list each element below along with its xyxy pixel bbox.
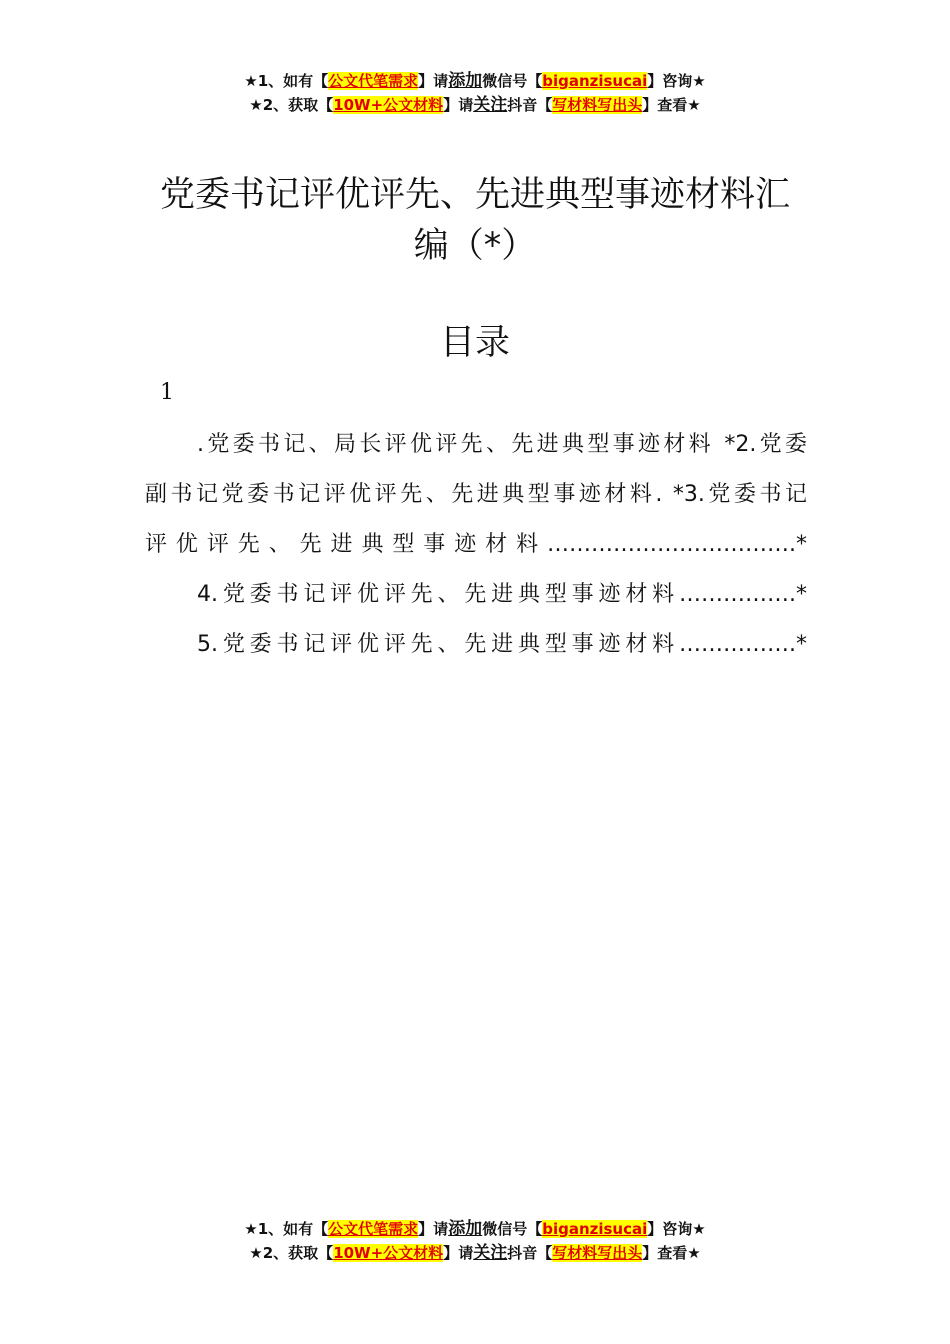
banner-highlight: 10W+公文材料 (333, 96, 444, 114)
banner-douyin-id: 写材料写出头 (552, 1244, 643, 1262)
footer-banner (0, 1217, 950, 1265)
banner-line-1 (0, 1217, 950, 1241)
toc-line: .党委书记、局长评优评先、先进典型事迹材料 *2.党委 (197, 432, 807, 457)
toc-line: 副书记党委书记评优评先、先进典型事迹材料. *3.党委书记 (145, 482, 807, 507)
banner-text: 微信号【 (482, 72, 543, 90)
banner-text: 抖音【 (507, 96, 553, 114)
banner-text: ★1、如有【 (244, 72, 329, 90)
table-of-contents (145, 420, 807, 670)
banner-text: 】请 (443, 96, 474, 114)
banner-line-2 (0, 1241, 950, 1265)
toc-item-4: 4.党委书记评优评先、先进典型事迹材料…………….* (197, 582, 807, 607)
banner-douyin-id: 写材料写出头 (552, 96, 643, 114)
banner-emphasis: 添加 (448, 1219, 483, 1239)
banner-wechat-id: biganzisucai (542, 1220, 648, 1238)
banner-text: 】咨询★ (647, 1220, 706, 1238)
title-line-2: 编（*） (413, 226, 537, 266)
banner-emphasis: 关注 (473, 1243, 508, 1263)
banner-text: 抖音【 (507, 1244, 553, 1262)
banner-emphasis: 关注 (473, 95, 508, 115)
banner-text: 】查看★ (642, 1244, 701, 1262)
banner-text: 】请 (418, 1220, 449, 1238)
toc-line: 评优评先、先进典型事迹材料…………………………….* (145, 532, 807, 557)
toc-item-5: 5.党委书记评优评先、先进典型事迹材料…………….* (197, 632, 807, 657)
banner-wechat-id: biganzisucai (542, 72, 648, 90)
toc-heading: 目录 (439, 323, 510, 363)
banner-emphasis: 添加 (448, 71, 483, 91)
banner-highlight: 10W+公文材料 (333, 1244, 444, 1262)
banner-highlight: 公文代笔需求 (328, 72, 419, 90)
header-banner (0, 69, 950, 117)
banner-text: 微信号【 (482, 1220, 543, 1238)
banner-text: 】请 (443, 1244, 474, 1262)
banner-line-1 (0, 69, 950, 93)
banner-text: 】查看★ (642, 96, 701, 114)
banner-text: 】咨询★ (647, 72, 706, 90)
banner-text: ★1、如有【 (244, 1220, 329, 1238)
banner-text: ★2、获取【 (249, 1244, 334, 1262)
banner-text: 】请 (418, 72, 449, 90)
title-line-1: 党委书记评优评先、先进典型事迹材料汇 (159, 175, 790, 215)
banner-text: ★2、获取【 (249, 96, 334, 114)
page-number: 1 (160, 380, 174, 405)
document-title (150, 170, 800, 272)
banner-highlight: 公文代笔需求 (328, 1220, 419, 1238)
banner-line-2 (0, 93, 950, 117)
